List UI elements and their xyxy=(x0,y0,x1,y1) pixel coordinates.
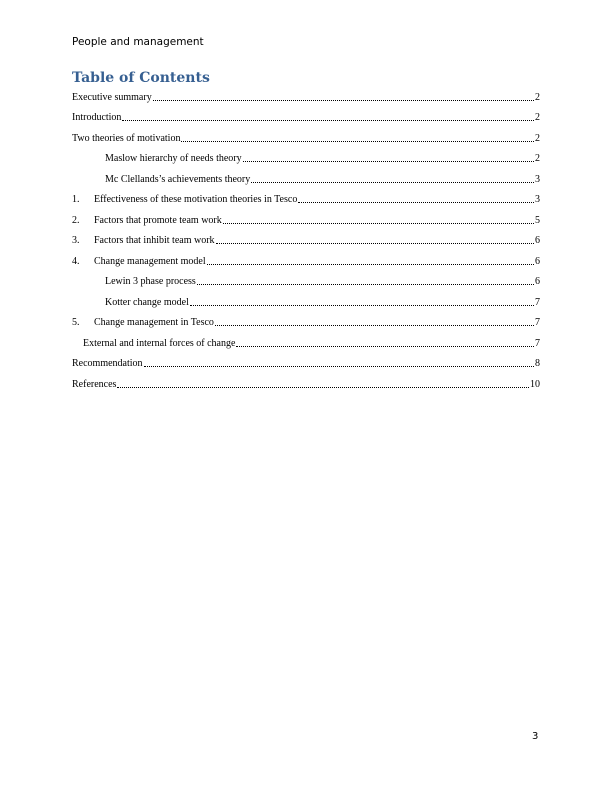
toc-entry-page: 3 xyxy=(535,174,540,185)
toc-entry-mcclelland[interactable] xyxy=(105,172,540,186)
toc-leader xyxy=(243,160,534,162)
toc-entry-change-management-model[interactable] xyxy=(72,254,540,268)
toc-entry-label: Kotter change model xyxy=(105,297,189,308)
toc-leader xyxy=(215,324,534,326)
toc-entry-page: 2 xyxy=(535,112,540,123)
toc-entry-maslow[interactable] xyxy=(105,151,540,165)
toc-entry-references[interactable] xyxy=(72,377,540,391)
toc-entry-page: 6 xyxy=(535,256,540,267)
toc-entry-label: External and internal forces of change xyxy=(83,338,236,349)
page-header: People and management xyxy=(72,36,204,48)
toc-entry-page: 2 xyxy=(535,153,540,164)
toc-entry-number: 2. xyxy=(72,215,80,226)
toc-leader xyxy=(122,119,534,121)
toc-entry-page: 5 xyxy=(535,215,540,226)
toc-entry-label: Change management model xyxy=(94,256,206,267)
toc-entry-two-theories[interactable] xyxy=(72,131,540,145)
toc-entry-page: 8 xyxy=(535,358,540,369)
toc-entry-page: 7 xyxy=(535,297,540,308)
toc-entry-label: Two theories of motivation xyxy=(72,133,181,144)
toc-entry-page: 7 xyxy=(535,317,540,328)
toc-leader xyxy=(298,201,534,203)
toc-entry-page: 2 xyxy=(535,133,540,144)
toc-entry-recommendation[interactable] xyxy=(72,356,540,370)
toc-entry-promote-team-work[interactable] xyxy=(72,213,540,227)
toc-leader xyxy=(207,263,534,265)
toc-leader xyxy=(197,283,534,285)
toc-entry-page: 6 xyxy=(535,276,540,287)
toc-entry-label: Effectiveness of these motivation theories in Tesco xyxy=(94,194,298,205)
toc-leader xyxy=(117,386,529,388)
toc-title: Table of Contents xyxy=(72,70,210,86)
toc-leader xyxy=(223,222,534,224)
toc-entry-kotter[interactable] xyxy=(105,295,540,309)
toc-entry-label: Lewin 3 phase process xyxy=(105,276,196,287)
toc-entry-label: Introduction xyxy=(72,112,122,123)
toc-entry-label: References xyxy=(72,379,117,390)
toc-leader xyxy=(153,99,534,101)
toc-entry-page: 6 xyxy=(535,235,540,246)
toc-leader xyxy=(216,242,534,244)
toc-entry-introduction[interactable] xyxy=(72,110,540,124)
toc-entry-number: 3. xyxy=(72,235,80,246)
toc-entry-inhibit-team-work[interactable] xyxy=(72,233,540,247)
toc-entry-change-management-tesco[interactable] xyxy=(72,315,540,329)
toc-entry-number: 5. xyxy=(72,317,80,328)
toc-entry-page: 10 xyxy=(530,379,540,390)
toc-entry-label: Change management in Tesco xyxy=(94,317,214,328)
toc-entry-effectiveness[interactable] xyxy=(72,192,540,206)
page-number: 3 xyxy=(532,731,539,742)
toc-leader xyxy=(236,345,534,347)
toc-entry-label: Factors that inhibit team work xyxy=(94,235,215,246)
toc-leader xyxy=(144,365,534,367)
toc-entry-page: 2 xyxy=(535,92,540,103)
toc-entry-label: Executive summary xyxy=(72,92,152,103)
toc-entry-executive-summary[interactable] xyxy=(72,90,540,104)
toc-entry-lewin[interactable] xyxy=(105,274,540,288)
toc-entry-number: 1. xyxy=(72,194,80,205)
toc-entry-forces-of-change[interactable] xyxy=(83,336,540,350)
toc-entry-label: Mc Clellands’s achievements theory xyxy=(105,174,251,185)
toc-entry-number: 4. xyxy=(72,256,80,267)
toc-entry-label: Recommendation xyxy=(72,358,143,369)
toc-leader xyxy=(181,140,534,142)
toc-leader xyxy=(251,181,534,183)
toc-leader xyxy=(190,304,534,306)
toc-entry-page: 7 xyxy=(535,338,540,349)
toc-entry-label: Factors that promote team work xyxy=(94,215,222,226)
toc-entry-label: Maslow hierarchy of needs theory xyxy=(105,153,242,164)
toc-entry-page: 3 xyxy=(535,194,540,205)
